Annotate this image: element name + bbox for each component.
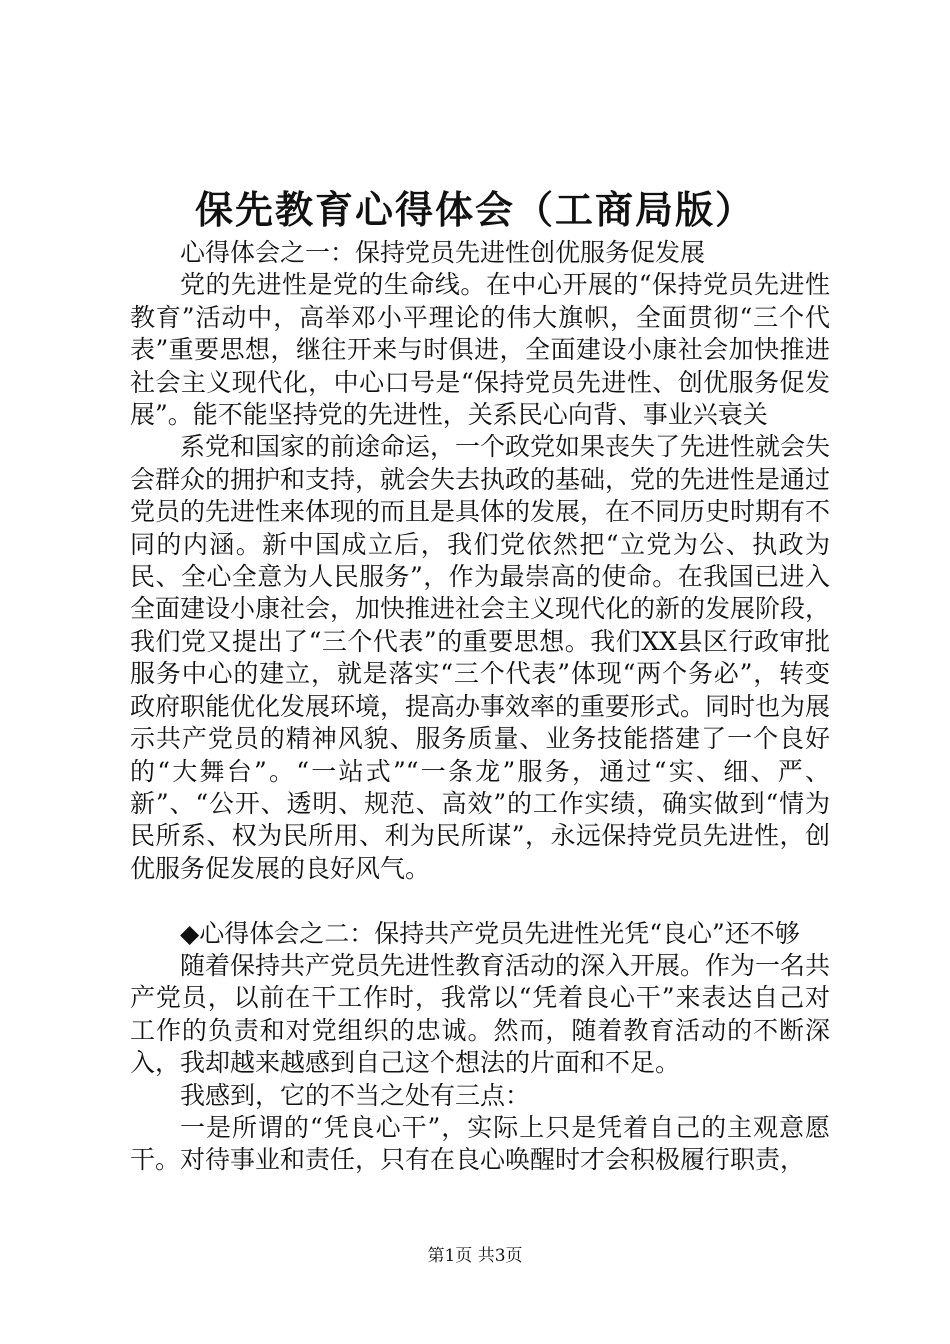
section-heading: 心得体会之一：保持党员先进性创优服务促发展 (180, 238, 706, 267)
paragraph-gap (130, 885, 830, 917)
paragraph: 一是所谓的“凭良心干”，实际上只是凭着自己的主观意愿干。对待事业和责任，只有在良心唤醒时才会积极履行职责， (130, 1112, 830, 1175)
document-body (130, 237, 830, 1177)
document-title: 保先教育心得体会（工商局版） (194, 187, 755, 232)
page-footer: 第1页 共3页 (427, 1246, 523, 1266)
paragraph: 党的先进性是党的生命线。在中心开展的“保持党员先进性教育”活动中，高举邓小平理论的伟大旗帜，全面贯彻“三个代表”重要思想，继往开来与时俱进，全面建设小康社会加快推进社会主义现代化，中心口号是“保持党员先进性、创优服务促发展”。能不能坚持党的先进性，关系民心向背、事业兴衰关 (130, 270, 830, 430)
paragraph: 系党和国家的前途命运，一个政党如果丧失了先进性就会失会群众的拥护和支持，就会失去执政的基础，党的先进性是通过党员的先进性来体现的而且是具体的发展，在不同历史时期有不同的内涵。新中国成立后，我们党依然把“立党为公、执政为民、全心全意为人民服务”，作为最崇高的使命。在我国已进入全面建设小康社会，加快推进社会主义现代化的新的发展阶段，我们党又提出了“三个代表”的重要思想。我们XX县区行政审批服务中心的建立，就是落实“三个代表”体现“两个务必”，转变政府职能优化发展环境，提高办事效率的重要形式。同时也为展示共产党员的精神风貌、服务质量、业务技能搭建了一个良好的“大舞台”。“一站式”“一条龙”服务，通过“实、细、严、新”、“公开、透明、规范、高效”的工作实绩，确实做到“情为民所系、权为民所用、利为民所谋”，永远保持党员先进性，创优服务促发展的良好风气。 (130, 432, 831, 883)
paragraph: 随着保持共产党员先进性教育活动的深入开展。作为一名共产党员，以前在干工作时，我常以“凭着良心干”来表达自己对工作的负责和对党组织的忠诚。然而，随着教育活动的不断深入，我却越来越感到自己这个想法的片面和不足。 (130, 950, 831, 1078)
section-heading: ◆心得体会之二：保持共产党员先进性光凭“良心”还不够 (180, 918, 800, 948)
paragraph: 我感到，它的不当之处有三点： (180, 1080, 531, 1110)
